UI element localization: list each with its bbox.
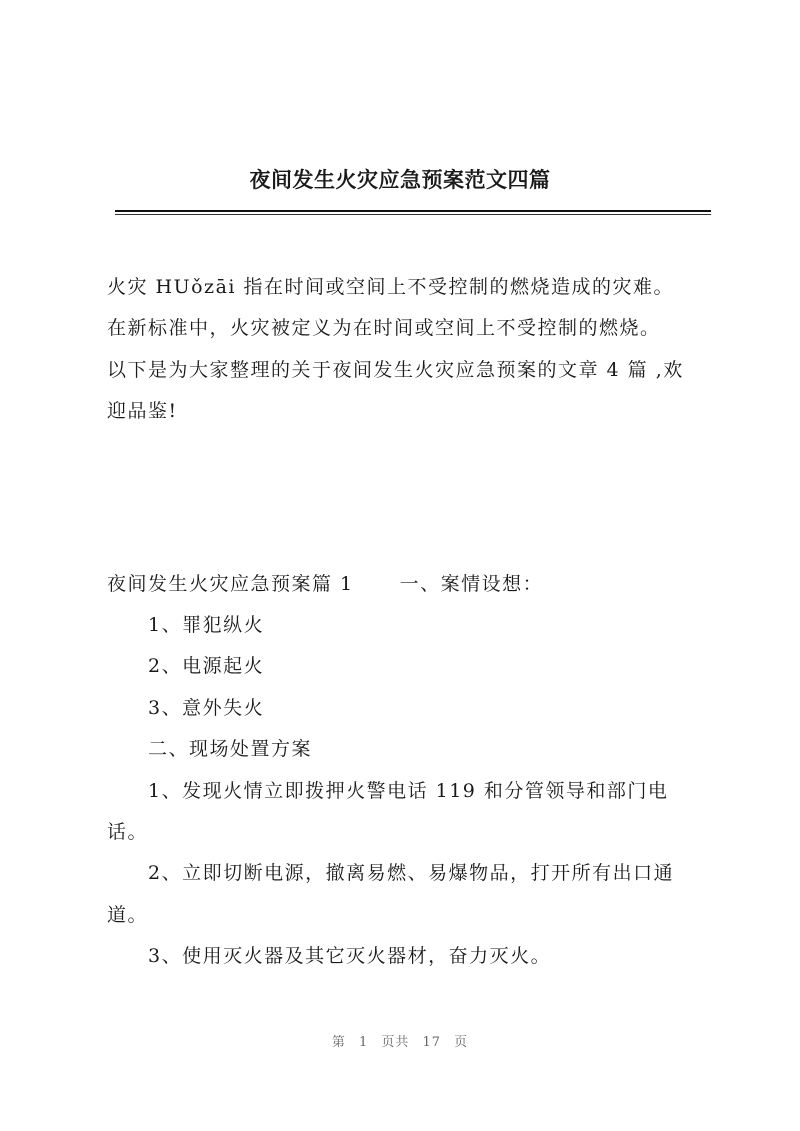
section-subheading-2: 二、现场处置方案 bbox=[148, 738, 313, 760]
title-underline bbox=[115, 210, 711, 212]
intro-line-3: 以下是为大家整理的关于夜间发生火灾应急预案的文章 4 篇 ,欢 bbox=[107, 359, 684, 381]
list-item: 2、电源起火 bbox=[148, 655, 265, 677]
list-item: 3、意外失火 bbox=[148, 697, 265, 719]
list-item: 2、立即切断电源，撤离易燃、易爆物品，打开所有出口通 bbox=[148, 862, 675, 884]
intro-line-1: 火灾 HUǒzāi 指在时间或空间上不受控制的燃烧造成的灾难。 bbox=[107, 276, 675, 298]
intro-line-2: 在新标准中，火灾被定义为在时间或空间上不受控制的燃烧。 bbox=[107, 317, 661, 339]
document-title: 夜间发生火灾应急预案范文四篇 bbox=[249, 167, 551, 192]
list-item: 1、罪犯纵火 bbox=[148, 614, 265, 636]
list-item-continuation: 话。 bbox=[107, 821, 149, 843]
list-item: 1、发现火情立即拨押火警电话 119 和分管领导和部门电 bbox=[148, 780, 669, 802]
intro-line-4: 迎品鉴! bbox=[107, 400, 178, 422]
section-heading: 夜间发生火灾应急预案篇 1 bbox=[107, 573, 354, 595]
list-item: 3、使用灭火器及其它灭火器材，奋力灭火。 bbox=[148, 945, 552, 967]
page-number-footer: 第 1 页共 17 页 bbox=[331, 1035, 469, 1050]
section-heading-line bbox=[107, 564, 717, 605]
list-item-continuation: 道。 bbox=[107, 904, 149, 926]
section-subheading: 一、案情设想： bbox=[399, 573, 544, 595]
title-underline-thin bbox=[115, 214, 711, 215]
